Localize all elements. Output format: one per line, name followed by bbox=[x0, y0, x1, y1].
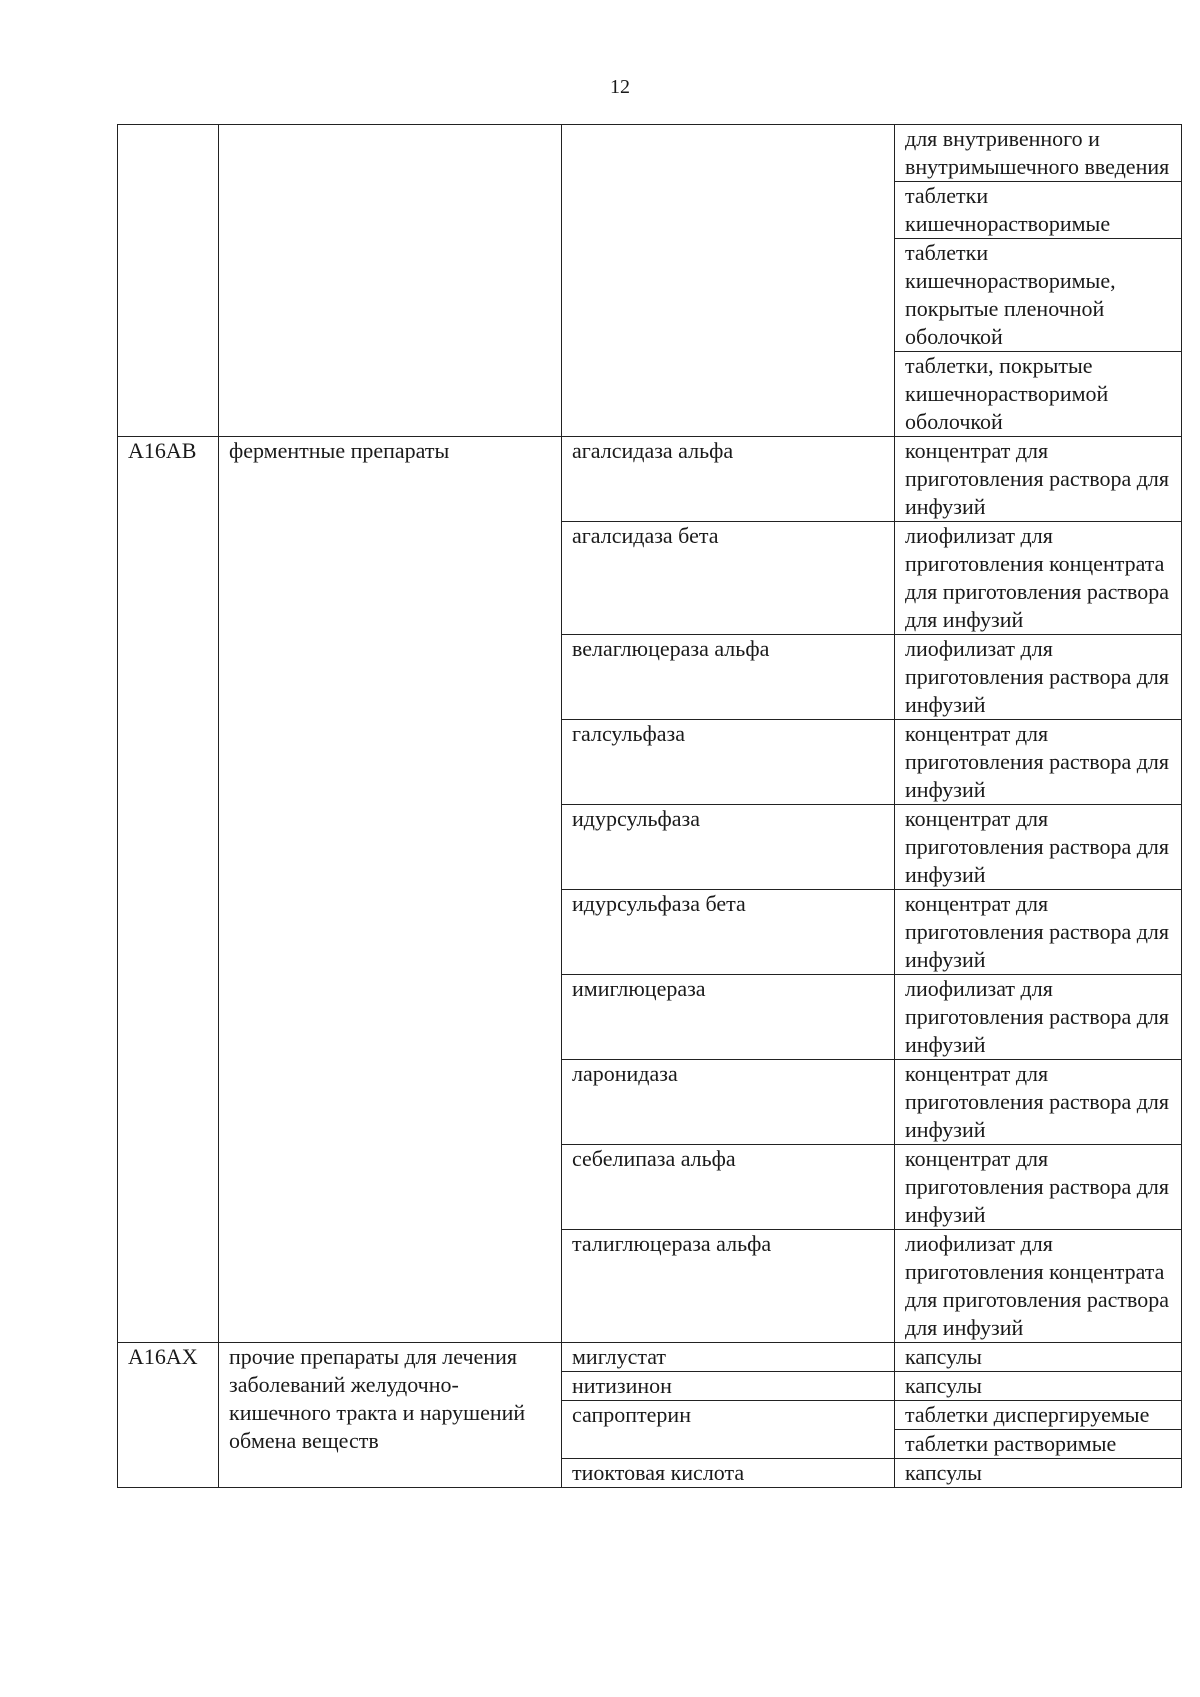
dosage-form-cell: таблетки кишечнорастворимые, покрытые пленочной оболочкой bbox=[895, 239, 1182, 352]
drug-name-cell bbox=[562, 125, 895, 437]
page-number: 12 bbox=[610, 76, 630, 98]
drug-name-cell: миглустат bbox=[562, 1343, 895, 1372]
dosage-form-cell: капсулы bbox=[895, 1372, 1182, 1401]
dosage-form-cell: таблетки диспергируемые bbox=[895, 1401, 1182, 1430]
drug-name-cell: идурсульфаза bbox=[562, 805, 895, 890]
drug-name-cell: тиоктовая кислота bbox=[562, 1459, 895, 1488]
dosage-form-cell: для внутривенного и внутримышечного введения bbox=[895, 125, 1182, 182]
table-body bbox=[118, 125, 1182, 1488]
dosage-form-cell: лиофилизат для приготовления концентрата для приготовления раствора для инфузий bbox=[895, 1230, 1182, 1343]
group-name-cell: прочие препараты для лечения заболеваний желудочно-кишечного тракта и нарушений обмена веществ bbox=[219, 1343, 562, 1488]
table-row bbox=[118, 437, 1182, 522]
dosage-form-cell: лиофилизат для приготовления концентрата для приготовления раствора для инфузий bbox=[895, 522, 1182, 635]
dosage-form-cell: концентрат для приготовления раствора для инфузий bbox=[895, 805, 1182, 890]
drug-name-cell: ларонидаза bbox=[562, 1060, 895, 1145]
drug-name-cell: талиглюцераза альфа bbox=[562, 1230, 895, 1343]
drug-name-cell: имиглюцераза bbox=[562, 975, 895, 1060]
drug-table bbox=[117, 124, 1182, 1488]
group-name-cell bbox=[219, 125, 562, 437]
drug-name-cell: агалсидаза альфа bbox=[562, 437, 895, 522]
table-row bbox=[118, 125, 1182, 182]
dosage-form-cell: таблетки кишечнорастворимые bbox=[895, 182, 1182, 239]
drug-name-cell: нитизинон bbox=[562, 1372, 895, 1401]
dosage-form-cell: концентрат для приготовления раствора для инфузий bbox=[895, 1145, 1182, 1230]
atc-code-cell: А16АВ bbox=[118, 437, 219, 1343]
dosage-form-cell: лиофилизат для приготовления раствора для инфузий bbox=[895, 975, 1182, 1060]
dosage-form-cell: таблетки растворимые bbox=[895, 1430, 1182, 1459]
dosage-form-cell: таблетки, покрытые кишечнорастворимой оболочкой bbox=[895, 352, 1182, 437]
drug-name-cell: идурсульфаза бета bbox=[562, 890, 895, 975]
group-name-cell: ферментные препараты bbox=[219, 437, 562, 1343]
drug-name-cell: себелипаза альфа bbox=[562, 1145, 895, 1230]
drug-name-cell: сапроптерин bbox=[562, 1401, 895, 1459]
dosage-form-cell: концентрат для приготовления раствора для инфузий bbox=[895, 890, 1182, 975]
table-row bbox=[118, 1343, 1182, 1372]
dosage-form-cell: концентрат для приготовления раствора для инфузий bbox=[895, 720, 1182, 805]
dosage-form-cell: капсулы bbox=[895, 1343, 1182, 1372]
atc-code-cell: А16АХ bbox=[118, 1343, 219, 1488]
dosage-form-cell: концентрат для приготовления раствора для инфузий bbox=[895, 437, 1182, 522]
dosage-form-cell: лиофилизат для приготовления раствора для инфузий bbox=[895, 635, 1182, 720]
drug-name-cell: велаглюцераза альфа bbox=[562, 635, 895, 720]
atc-code-cell bbox=[118, 125, 219, 437]
dosage-form-cell: концентрат для приготовления раствора для инфузий bbox=[895, 1060, 1182, 1145]
drug-name-cell: агалсидаза бета bbox=[562, 522, 895, 635]
drug-name-cell: галсульфаза bbox=[562, 720, 895, 805]
dosage-form-cell: капсулы bbox=[895, 1459, 1182, 1488]
